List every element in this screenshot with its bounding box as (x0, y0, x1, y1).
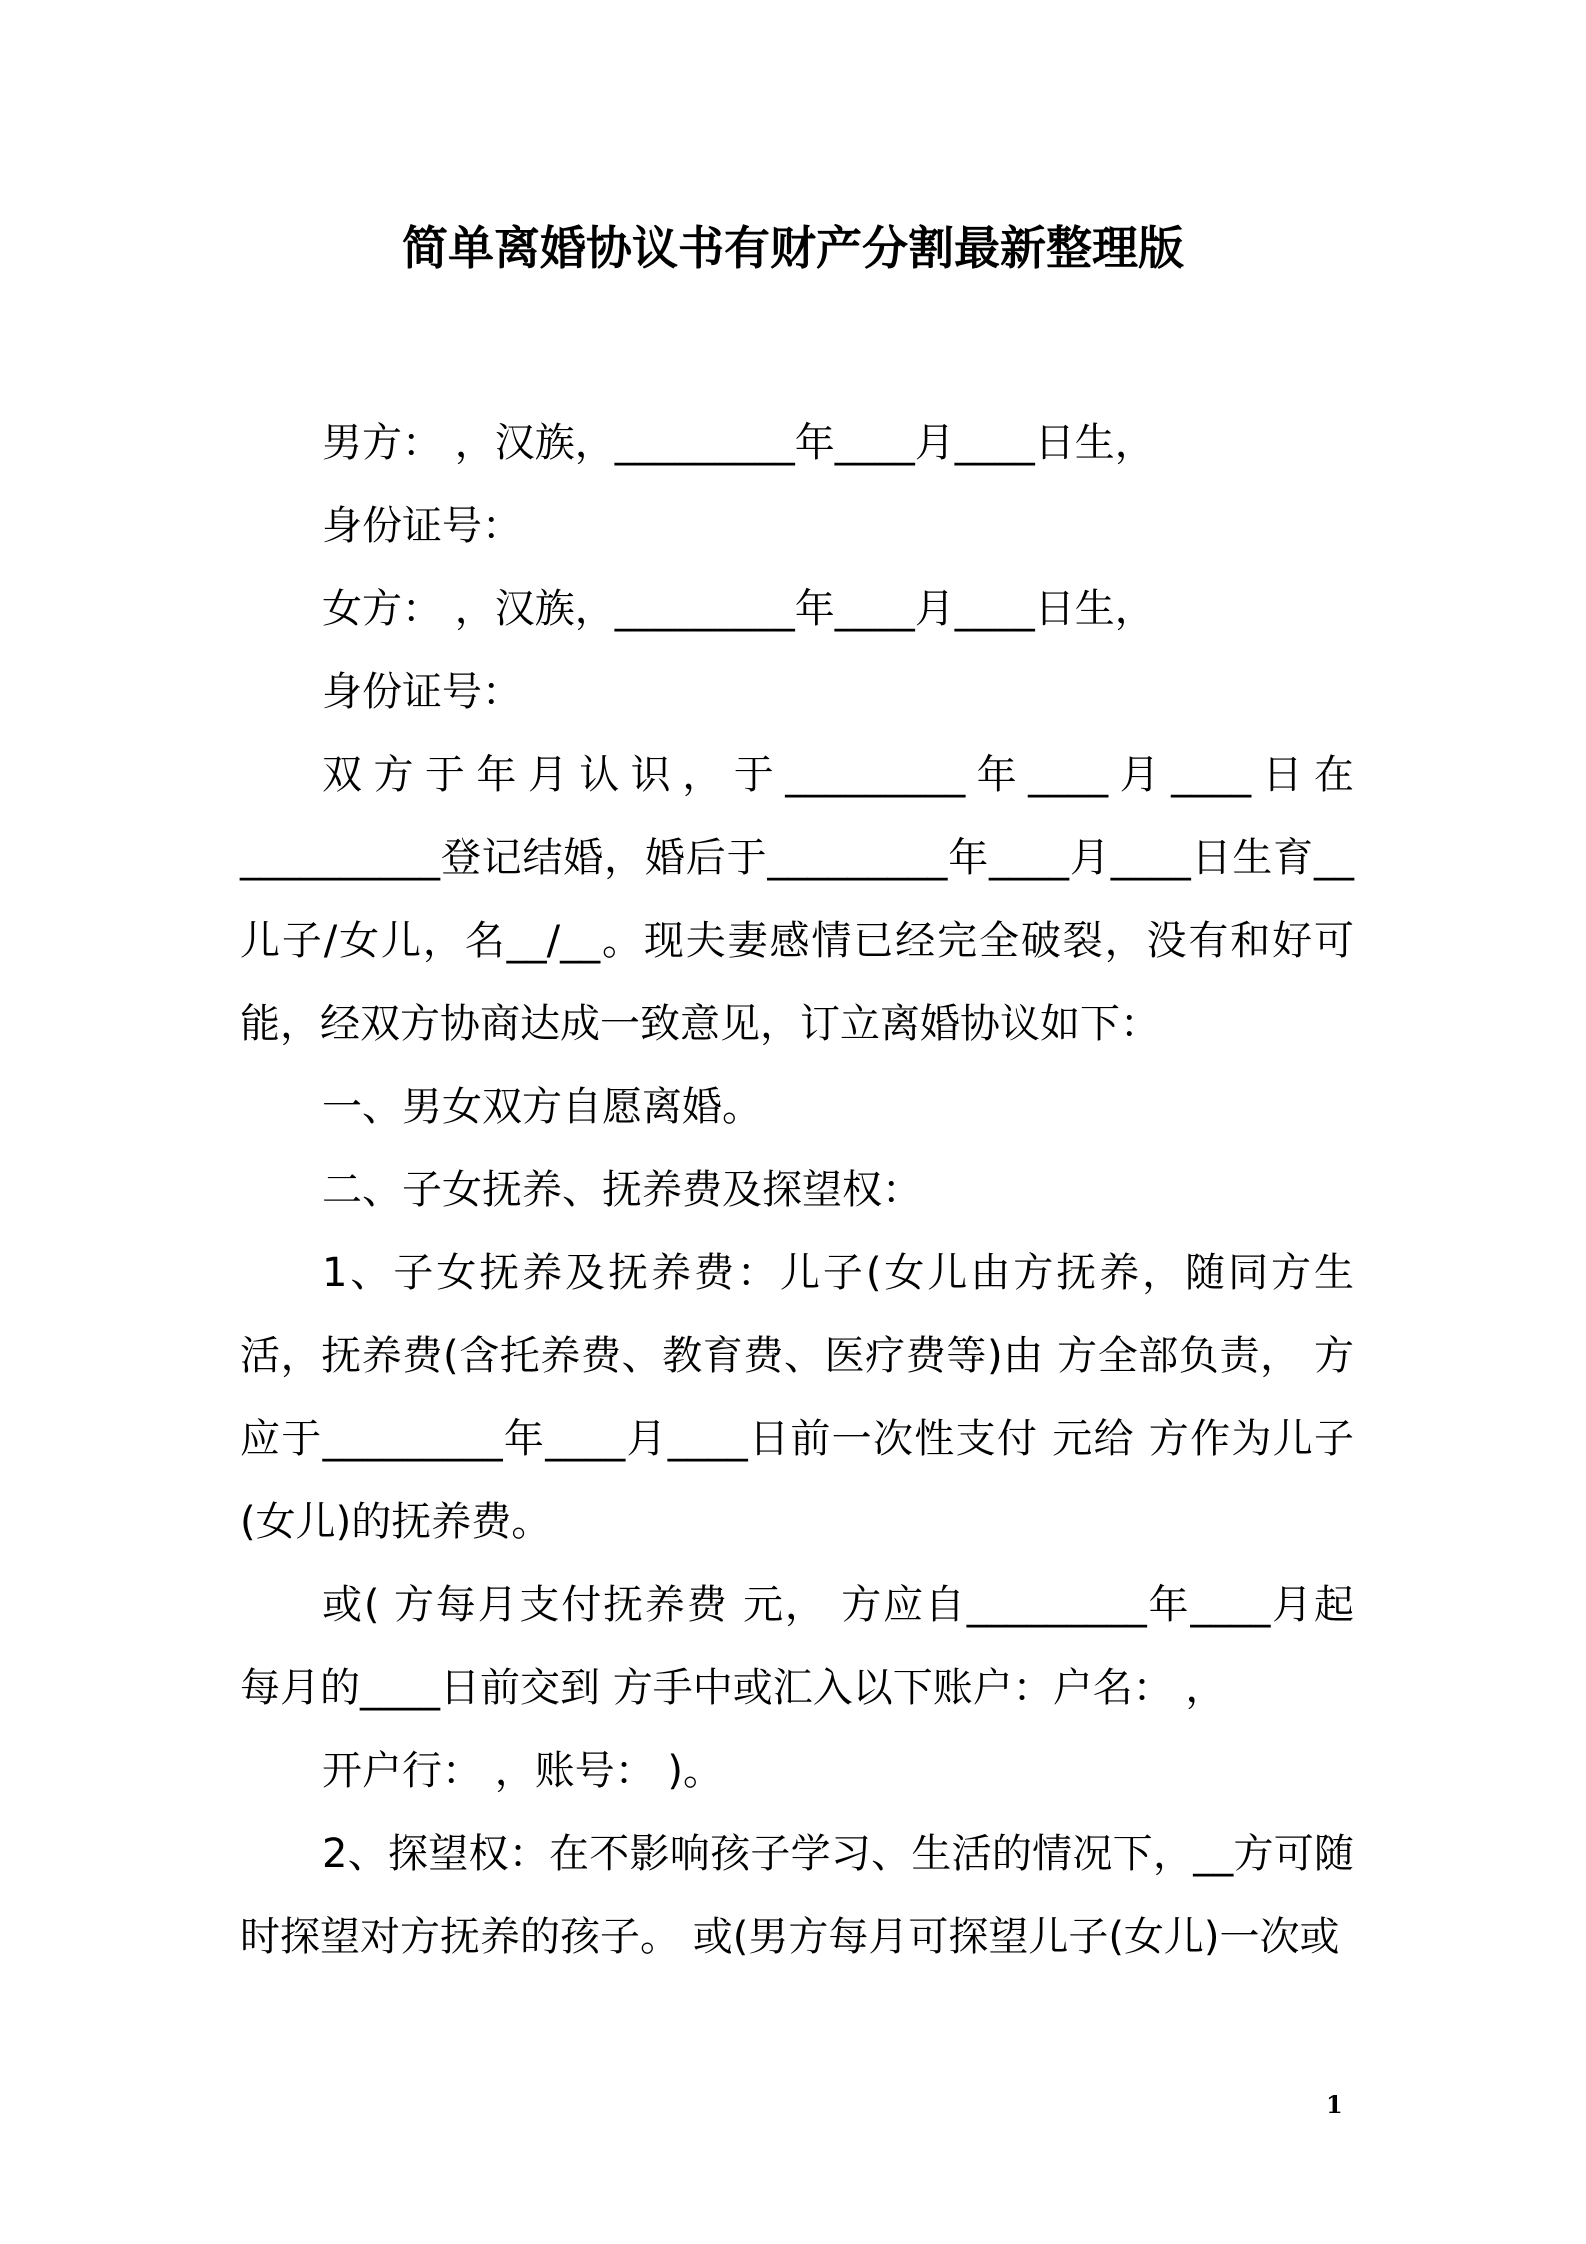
monthly-payment-paragraph: 或( 方每月支付抚养费 元， 方应自_________年____月起每月的____日前交到 方手中或汇入以下账户：户名： ， (240, 1582, 1354, 1711)
bank-account-line: 开户行： ，账号： )。 (322, 1748, 724, 1794)
female-id-line: 身份证号： (322, 669, 522, 715)
male-info-line: 男方： ，汉族，_________年____月____日生， (322, 420, 1155, 466)
visitation-paragraph: 2、探望权：在不影响孩子学习、生活的情况下，__方可随时探望对方抚养的孩子。 或(男方每月可探望儿子(女儿)一次或 (240, 1831, 1354, 1960)
document-title: 简单离婚协议书有财产分割最新整理版 (402, 221, 1184, 275)
custody-paragraph: 1、子女抚养及抚养费：儿子(女儿由方抚养，随同方生活，抚养费(含托养费、教育费、医疗费等)由 方全部负责， 方应于_________年____月____日前一次性支付 元给 方作为儿子(女儿)的抚养费。 (240, 1250, 1354, 1545)
female-info-line: 女方： ，汉族，_________年____月____日生， (322, 586, 1155, 632)
page-number: 1 (1326, 2090, 1343, 2119)
male-id-line: 身份证号： (322, 503, 522, 549)
clause-2-line: 二、子女抚养、抚养费及探望权： (322, 1167, 922, 1213)
clause-1-line: 一、男女双方自愿离婚。 (322, 1084, 762, 1130)
document-body (240, 402, 1354, 1979)
intro-paragraph: 双方于年月认识，于_________年____月____日在__________登记结婚，婚后于_________年____月____日生育__儿子/女儿，名__/__。现夫妻感情已经完全破裂，没有和好可能，经双方协商达成一致意见，订立离婚协议如下： (240, 752, 1354, 1047)
